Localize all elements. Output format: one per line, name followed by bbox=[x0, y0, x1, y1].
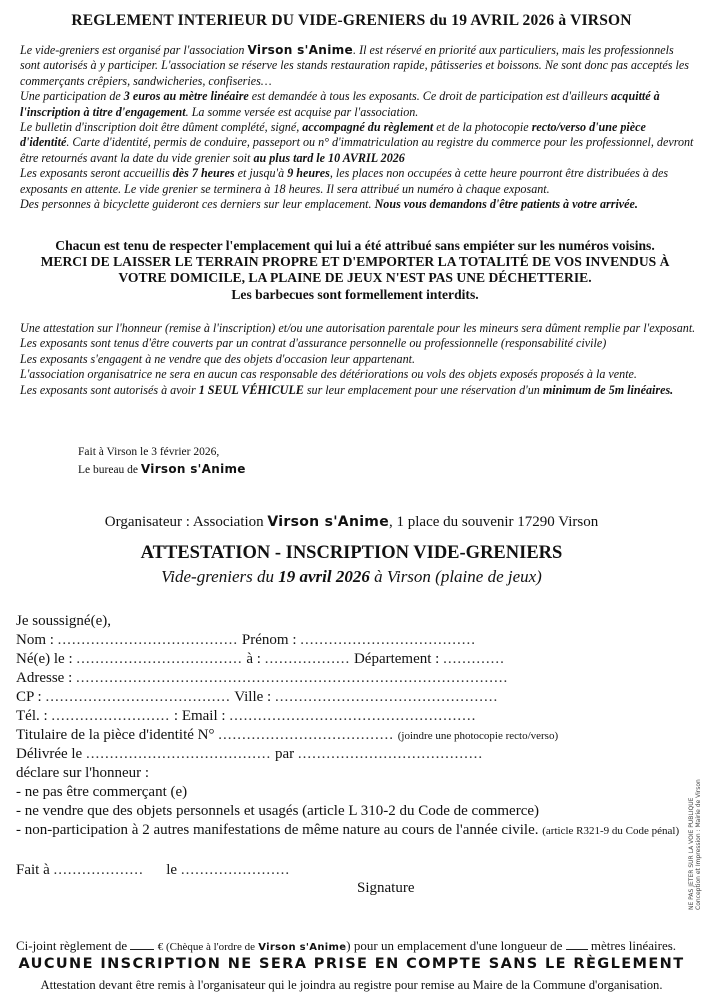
rule-text: L'association organisatrice ne sera en aucun cas responsable des détériorations ou vols des objets exposés proposés à la vente. bbox=[20, 367, 637, 382]
signoff-date: Fait à Virson le 3 février 2026, bbox=[78, 446, 220, 458]
cp-row bbox=[16, 688, 696, 706]
rule-emphasis: recto/verso d'une pièce d'identité bbox=[20, 120, 646, 150]
side-note-line: Conception et Impression : Mairie de Virson bbox=[695, 779, 702, 910]
birthdate-field[interactable]: ................................... bbox=[76, 651, 243, 667]
birthplace-label: à : bbox=[246, 651, 261, 667]
payment-text: € (Chèque à l'ordre de bbox=[157, 941, 255, 953]
rule-text: . Il est réservé en priorité aux particuliers, mais les professionnels sont autorisés à y participer. L'association se réserve les stands restauration rapide, pâtisseries et boissons. Ne sont donc pas acceptés les commerçants crêpiers, sandwicheries, confiseries… bbox=[20, 43, 689, 88]
rule-text: Le bulletin d'inscription doit être dûment complété, signé, bbox=[20, 120, 303, 135]
side-note-line: NE PAS JETER SUR LA VOIE PUBLIQUE bbox=[688, 797, 695, 910]
notice-line: Chacun est tenu de respecter l'emplacement qui lui a été attribué sans empiéter sur les numéros voisins. bbox=[55, 238, 655, 253]
rule-emphasis: acquitté à l'inscription à titre d'engagement bbox=[20, 89, 660, 119]
declaration-3 bbox=[16, 821, 696, 840]
declaration-3-note: (article R321-9 du Code pénal) bbox=[542, 825, 680, 837]
rule-text: Les exposants sont autorisés à avoir bbox=[20, 382, 199, 397]
rule-text: . Carte d'identité, permis de conduire, passeport ou n° d'immatriculation au registre du commerce pour les professionnel, devront être retournés avant la date du vide grenier soit bbox=[20, 135, 694, 165]
issued-date-field[interactable]: ....................................... bbox=[85, 746, 272, 762]
rule-text: Une participation de bbox=[20, 89, 124, 104]
rule-text: . La somme versée est acquise par l'association. bbox=[185, 104, 419, 119]
side-note bbox=[688, 779, 702, 910]
place-date-row bbox=[16, 861, 696, 879]
payment-amount-field[interactable] bbox=[130, 939, 154, 950]
birthplace-field[interactable]: .................. bbox=[264, 651, 351, 667]
issued-by-label: par bbox=[274, 746, 295, 762]
declaration-3-text: - non-participation à 2 autres manifestations de même nature au cours de l'année civile. bbox=[16, 822, 539, 838]
id-label: Titulaire de la pièce d'identité N° bbox=[16, 727, 215, 743]
fait-a-field[interactable]: ................... bbox=[53, 862, 144, 878]
brand-logo-text: Virson s'Anime bbox=[258, 942, 347, 953]
rule-emphasis: au plus tard le 10 AVRIL 2026 bbox=[253, 150, 405, 165]
rule-emphasis: Nous vous demandons d'être patients à votre arrivée. bbox=[374, 197, 638, 212]
date-label: le bbox=[166, 862, 178, 878]
id-note: (joindre une photocopie recto/verso) bbox=[397, 730, 559, 742]
signoff-block bbox=[78, 444, 246, 479]
rule-emphasis: accompagné du règlement bbox=[302, 120, 434, 135]
ville-field[interactable]: ............................................... bbox=[274, 689, 499, 705]
subtitle-date: 19 avril 2026 bbox=[278, 567, 370, 586]
departement-field[interactable]: ............. bbox=[443, 651, 505, 667]
declare-label: déclare sur l'honneur : bbox=[16, 765, 150, 781]
brand-logo-text: Virson s'Anime bbox=[140, 462, 246, 476]
rule-text: Des personnes à bicyclette guideront ces derniers sur leur emplacement. bbox=[20, 197, 375, 212]
warning-banner: AUCUNE INSCRIPTION NE SERA PRISE EN COMPTE SANS LE RÈGLEMENT bbox=[18, 956, 685, 972]
declaration-2: - ne vendre que des objets personnels et usagés (article L 310-2 du Code de commerce) bbox=[16, 803, 540, 819]
issued-label: Délivrée le bbox=[16, 746, 83, 762]
document-title: REGLEMENT INTERIEUR DU VIDE-GRENIERS du 19 AVRIL 2026 à VIRSON bbox=[71, 12, 632, 29]
rule-emphasis: 3 euros au mètre linéaire bbox=[123, 89, 249, 104]
organizer-address: , 1 place du souvenir 17290 Virson bbox=[389, 514, 599, 530]
brand-logo-text: Virson s'Anime bbox=[267, 514, 389, 530]
rules-block-2 bbox=[20, 321, 696, 398]
prenom-field[interactable]: ..................................... bbox=[300, 632, 477, 648]
attestation-title: ATTESTATION - INSCRIPTION VIDE-GRENIERS bbox=[140, 543, 563, 563]
date-field[interactable]: ....................... bbox=[180, 862, 291, 878]
payment-text: mètres linéaires. bbox=[590, 938, 677, 953]
payment-text: ) pour un emplacement d'une longueur de bbox=[346, 938, 563, 953]
length-field[interactable] bbox=[566, 939, 588, 950]
attestation-subtitle bbox=[0, 567, 703, 587]
birth-row bbox=[16, 650, 696, 668]
address-label: Adresse : bbox=[16, 670, 73, 686]
rule-text: Le vide-greniers est organisé par l'association bbox=[20, 43, 245, 57]
prenom-label: Prénom : bbox=[241, 632, 297, 648]
rule-emphasis: dès 7 heures bbox=[172, 166, 235, 181]
notice-line-caps: MERCI DE LAISSER LE TERRAIN PROPRE ET D'EMPORTER LA TOTALITÉ DE VOS INVENDUS À VOTRE DOMICILE, LA PLAINE DE JEUX N'EST PAS UNE DÉCHETTERIE. bbox=[40, 254, 670, 286]
id-row bbox=[16, 726, 696, 745]
rule-text: Les exposants seront accueillis bbox=[20, 166, 173, 181]
rule-emphasis: 1 SEUL VÉHICULE bbox=[198, 382, 304, 397]
contact-row bbox=[16, 707, 696, 725]
nom-label: Nom : bbox=[16, 632, 54, 648]
payment-line bbox=[16, 938, 700, 954]
rule-text: , les places non occupées à cette heure pourront être distribuées à des exposants en attente. Le vide grenier se terminera à 18 heures. Il sera attribué un numéro à chaque exposant. bbox=[20, 166, 669, 196]
rule-emphasis: 9 heures bbox=[287, 166, 330, 181]
address-field[interactable]: ........................................................................................... bbox=[76, 670, 509, 686]
signature-label: Signature bbox=[357, 880, 415, 896]
declaration-1: - ne pas être commerçant (e) bbox=[16, 784, 188, 800]
email-label: : Email : bbox=[173, 708, 226, 724]
rule-text: est demandée à tous les exposants. Ce droit de participation est d'ailleurs bbox=[248, 89, 612, 104]
email-field[interactable]: .................................................... bbox=[229, 708, 477, 724]
tel-field[interactable]: ......................... bbox=[51, 708, 171, 724]
organizer-prefix: Organisateur : Association bbox=[104, 514, 264, 530]
notice-block bbox=[14, 238, 696, 303]
form-intro: Je soussigné(e), bbox=[16, 613, 111, 629]
rule-text: Les exposants sont tenus d'être couverts par un contrat d'assurance personnelle ou professionnelle (responsabilité civile) bbox=[20, 336, 607, 351]
rule-text: et de la photocopie bbox=[433, 120, 532, 135]
footer-note: Attestation devant être remis à l'organisateur qui le joindra au registre pour remise au Maire de la Commune d'organisation. bbox=[40, 978, 663, 992]
issued-by-field[interactable]: ....................................... bbox=[297, 746, 484, 762]
subtitle-text: à Virson (plaine de jeux) bbox=[369, 567, 542, 586]
signoff-label: Le bureau de bbox=[78, 464, 139, 476]
payment-text: Ci-joint règlement de bbox=[16, 938, 128, 953]
rule-text: sur leur emplacement pour une réservation d'un bbox=[303, 382, 543, 397]
cp-field[interactable]: ....................................... bbox=[45, 689, 231, 705]
rule-text: Les exposants s'engagent à ne vendre que des objets d'occasion leur appartenant. bbox=[20, 351, 416, 366]
organizer-line bbox=[0, 514, 703, 531]
cp-label: CP : bbox=[16, 689, 42, 705]
issued-row bbox=[16, 745, 696, 763]
rules-block bbox=[20, 43, 696, 212]
id-field[interactable]: ..................................... bbox=[218, 727, 395, 743]
brand-logo-text: Virson s'Anime bbox=[247, 43, 354, 57]
nom-field[interactable]: ...................................... bbox=[57, 632, 239, 648]
rule-text: et jusqu'à bbox=[234, 166, 288, 181]
rule-text: Une attestation sur l'honneur (remise à l'inscription) et/ou une autorisation parentale pour les mineurs sera dûment remplie par l'exposant. bbox=[20, 321, 696, 335]
name-row bbox=[16, 631, 696, 649]
subtitle-text: Vide-greniers du bbox=[161, 567, 279, 586]
notice-line: Les barbecues sont formellement interdits. bbox=[231, 286, 479, 302]
birthdate-label: Né(e) le : bbox=[16, 651, 73, 667]
rule-emphasis: minimum de 5m linéaires. bbox=[542, 382, 674, 397]
departement-label: Département : bbox=[353, 651, 440, 667]
tel-label: Tél. : bbox=[16, 708, 48, 724]
address-row bbox=[16, 669, 696, 687]
fait-a-label: Fait à bbox=[16, 862, 50, 878]
ville-label: Ville : bbox=[234, 689, 272, 705]
